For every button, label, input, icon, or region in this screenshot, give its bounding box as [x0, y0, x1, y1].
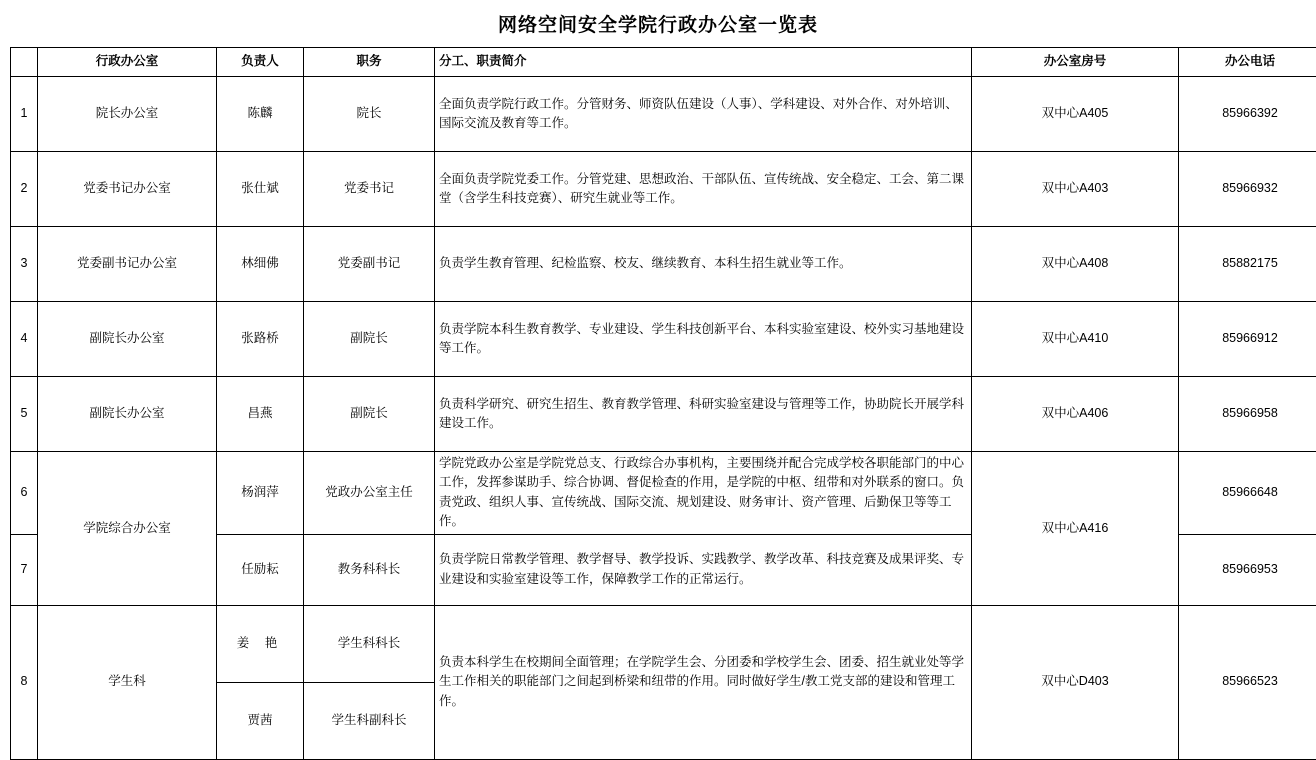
row-person: 张仕斌 [217, 152, 304, 227]
row-person: 杨润萍 [217, 452, 304, 535]
table-row [11, 302, 1316, 377]
row-phone: 85966648 [1179, 452, 1316, 535]
row-duty: 全面负责学院行政工作。分管财务、师资队伍建设（人事）、学科建设、对外合作、对外培训、国际交流及教育等工作。 [435, 77, 972, 152]
header-role: 职务 [304, 48, 435, 77]
row-room: 双中心A410 [972, 302, 1179, 377]
row-person: 林细佛 [217, 227, 304, 302]
row-role: 党委书记 [304, 152, 435, 227]
row-role: 副院长 [304, 377, 435, 452]
row-phone: 85966523 [1179, 605, 1316, 759]
row-office: 学生科 [38, 605, 217, 759]
header-duty: 分工、职责简介 [435, 48, 972, 77]
table-header-row [11, 48, 1316, 77]
table-row [11, 452, 1316, 535]
row-role: 学生科科长 [304, 605, 435, 682]
row-person: 昌燕 [217, 377, 304, 452]
row-person: 姜 艳 [217, 605, 304, 682]
header-office: 行政办公室 [38, 48, 217, 77]
table-row [11, 605, 1316, 682]
row-phone: 85966912 [1179, 302, 1316, 377]
row-room: 双中心A403 [972, 152, 1179, 227]
row-role: 院长 [304, 77, 435, 152]
row-office: 学院综合办公室 [38, 452, 217, 606]
row-phone: 85966958 [1179, 377, 1316, 452]
row-index: 5 [11, 377, 38, 452]
table-row [11, 377, 1316, 452]
row-duty: 负责学院日常教学管理、教学督导、教学投诉、实践教学、教学改革、科技竞赛及成果评奖、专业建设和实验室建设等工作，保障教学工作的正常运行。 [435, 534, 972, 605]
header-phone: 办公电话 [1179, 48, 1316, 77]
row-room: 双中心A408 [972, 227, 1179, 302]
row-room: 双中心A416 [972, 452, 1179, 606]
row-role: 学生科副科长 [304, 682, 435, 759]
row-office: 副院长办公室 [38, 377, 217, 452]
row-office: 党委副书记办公室 [38, 227, 217, 302]
row-index: 2 [11, 152, 38, 227]
header-room: 办公室房号 [972, 48, 1179, 77]
row-index: 6 [11, 452, 38, 535]
row-duty: 负责学院本科生教育教学、专业建设、学生科技创新平台、本科实验室建设、校外实习基地建设等工作。 [435, 302, 972, 377]
row-duty: 全面负责学院党委工作。分管党建、思想政治、干部队伍、宣传统战、安全稳定、工会、第二课堂（含学生科技竞赛）、研究生就业等工作。 [435, 152, 972, 227]
row-duty: 负责学生教育管理、纪检监察、校友、继续教育、本科生招生就业等工作。 [435, 227, 972, 302]
row-role: 党委副书记 [304, 227, 435, 302]
table-body [11, 77, 1316, 760]
header-index [11, 48, 38, 77]
page-title: 网络空间安全学院行政办公室一览表 [0, 0, 1316, 47]
row-index: 7 [11, 534, 38, 605]
row-office: 副院长办公室 [38, 302, 217, 377]
row-person: 贾茜 [217, 682, 304, 759]
row-role: 党政办公室主任 [304, 452, 435, 535]
header-person: 负责人 [217, 48, 304, 77]
row-office: 党委书记办公室 [38, 152, 217, 227]
row-duty: 负责本科学生在校期间全面管理；在学院学生会、分团委和学校学生会、团委、招生就业处等学生工作相关的职能部门之间起到桥梁和纽带的作用。同时做好学生/教工党支部的建设和管理工作。 [435, 605, 972, 759]
table-row [11, 77, 1316, 152]
row-phone: 85966392 [1179, 77, 1316, 152]
row-room: 双中心D403 [972, 605, 1179, 759]
admin-office-table [10, 47, 1316, 760]
row-index: 1 [11, 77, 38, 152]
row-duty: 负责科学研究、研究生招生、教育教学管理、科研实验室建设与管理等工作，协助院长开展学科建设工作。 [435, 377, 972, 452]
row-index: 4 [11, 302, 38, 377]
row-person: 张路桥 [217, 302, 304, 377]
row-role: 副院长 [304, 302, 435, 377]
table-header [11, 48, 1316, 77]
table-row [11, 227, 1316, 302]
row-room: 双中心A406 [972, 377, 1179, 452]
row-phone: 85966953 [1179, 534, 1316, 605]
row-room: 双中心A405 [972, 77, 1179, 152]
row-phone: 85966932 [1179, 152, 1316, 227]
row-phone: 85882175 [1179, 227, 1316, 302]
row-index: 3 [11, 227, 38, 302]
table-row [11, 152, 1316, 227]
row-office: 院长办公室 [38, 77, 217, 152]
row-role: 教务科科长 [304, 534, 435, 605]
row-person: 任励耘 [217, 534, 304, 605]
row-index: 8 [11, 605, 38, 759]
row-person: 陈麟 [217, 77, 304, 152]
row-duty: 学院党政办公室是学院党总支、行政综合办事机构，主要围绕并配合完成学校各职能部门的中心工作，发挥参谋助手、综合协调、督促检查的作用，是学院的中枢、纽带和对外联系的窗口。负责党政、组织人事、宣传统战、国际交流、规划建设、财务审计、资产管理、后勤保卫等等工作。 [435, 452, 972, 535]
